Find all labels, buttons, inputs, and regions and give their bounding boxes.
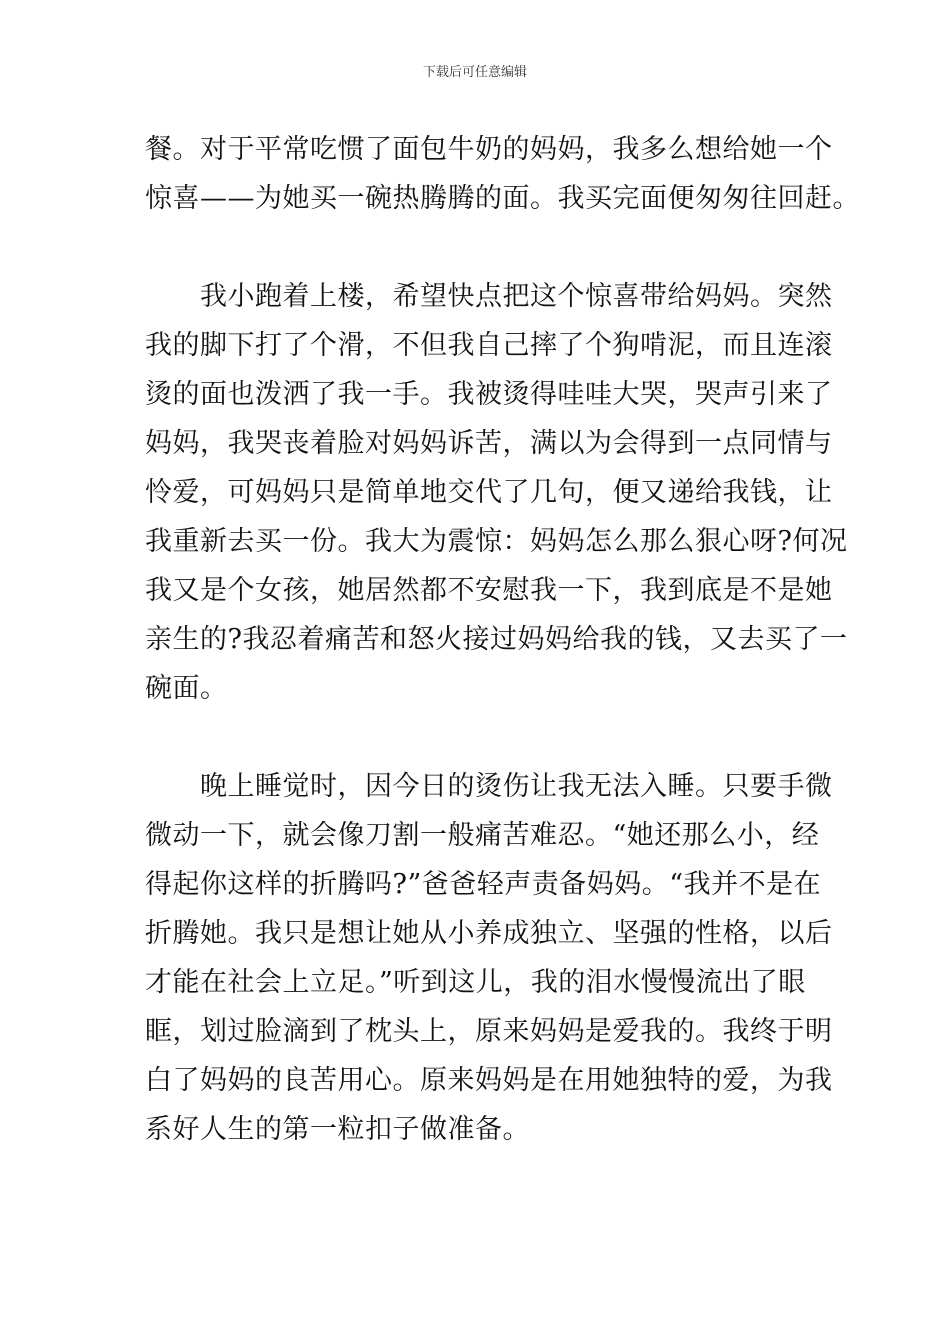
text-line: 眶，划过脸滴到了枕头上，原来妈妈是爱我的。我终于明 bbox=[145, 1016, 833, 1047]
text-line: 我的脚下打了个滑，不但我自己摔了个狗啃泥，而且连滚 bbox=[145, 330, 833, 361]
page-header: 下载后可任意编辑 bbox=[422, 65, 527, 80]
text-line: 碗面。 bbox=[145, 673, 228, 704]
text-line: 我又是个女孩，她居然都不安慰我一下，我到底是不是她 bbox=[145, 575, 833, 606]
text-line: 亲生的?我忍着痛苦和怒火接过妈妈给我的钱，又去买了一 bbox=[145, 624, 848, 655]
text-line: 才能在社会上立足。”听到这儿，我的泪水慢慢流出了眼 bbox=[145, 967, 806, 998]
text-line: 惊喜——为她买一碗热腾腾的面。我买完面便匆匆往回赶。 bbox=[145, 183, 860, 214]
text-line: 得起你这样的折腾吗?”爸爸轻声责备妈妈。“我并不是在 bbox=[145, 869, 822, 900]
text-line: 白了妈妈的良苦用心。原来妈妈是在用她独特的爱，为我 bbox=[145, 1065, 833, 1096]
text-line: 晚上睡觉时，因今日的烫伤让我无法入睡。只要手微 bbox=[145, 771, 833, 802]
text-line: 折腾她。我只是想让她从小养成独立、坚强的性格，以后 bbox=[145, 918, 833, 949]
text-line: 我小跑着上楼，希望快点把这个惊喜带给妈妈。突然 bbox=[145, 281, 833, 312]
text-line: 餐。对于平常吃惯了面包牛奶的妈妈，我多么想给她一个 bbox=[145, 134, 833, 165]
text-line: 系好人生的第一粒扣子做准备。 bbox=[145, 1114, 530, 1145]
text-line: 怜爱，可妈妈只是简单地交代了几句，便又递给我钱，让 bbox=[145, 477, 833, 508]
text-line: 我重新去买一份。我大为震惊：妈妈怎么那么狠心呀?何况 bbox=[145, 526, 848, 557]
text-line: 微动一下，就会像刀割一般痛苦难忍。“她还那么小，经 bbox=[145, 820, 820, 851]
text-line: 烫的面也泼洒了我一手。我被烫得哇哇大哭，哭声引来了 bbox=[145, 379, 833, 410]
text-line: 妈妈，我哭丧着脸对妈妈诉苦，满以为会得到一点同情与 bbox=[145, 428, 833, 459]
